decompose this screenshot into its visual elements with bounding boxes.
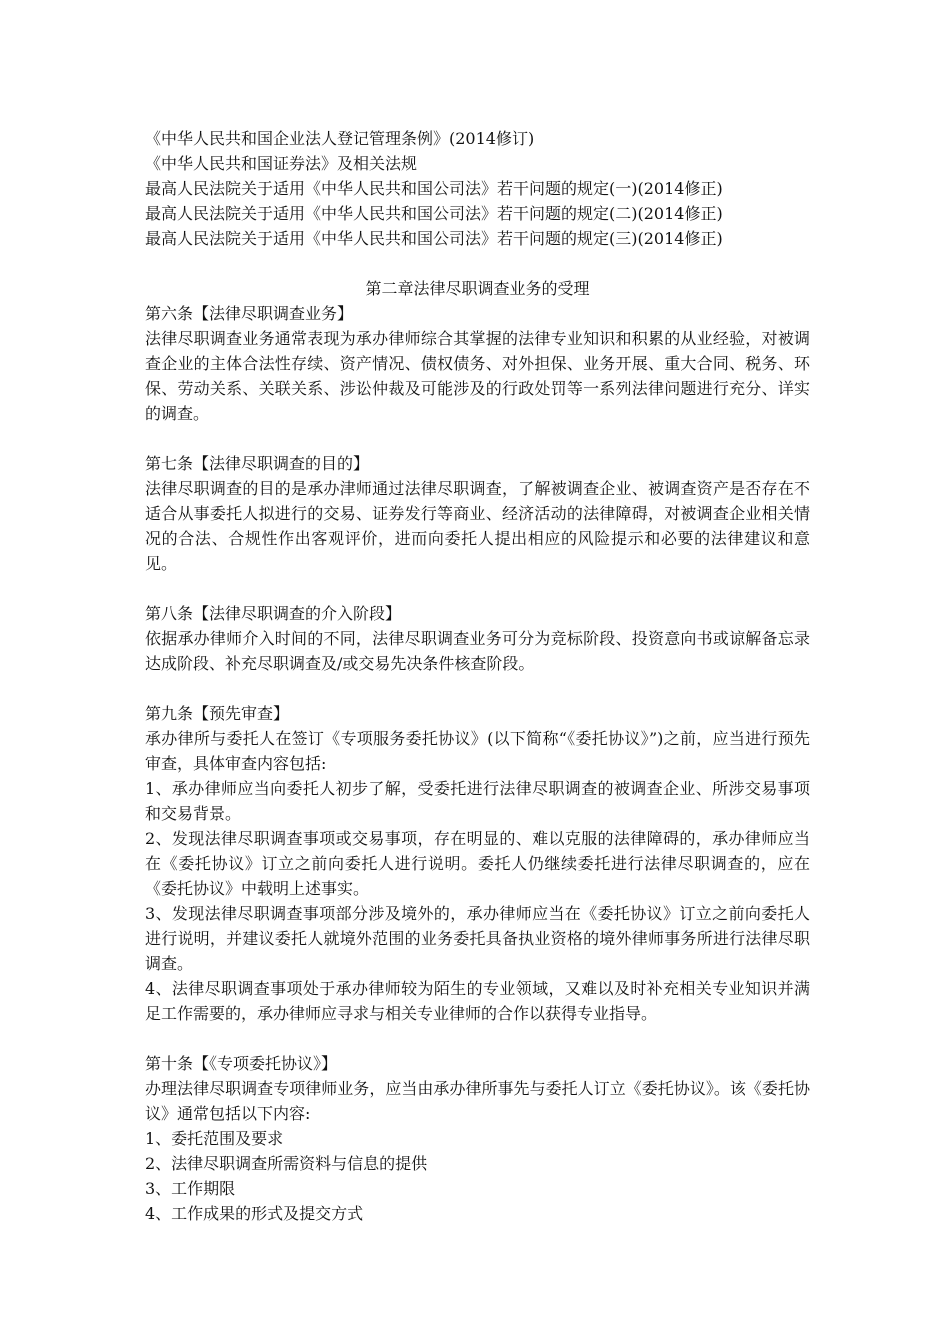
article-9-item: 3、发现法律尽职调查事项部分涉及境外的，承办律师应当在《委托协议》订立之前向委托人进行说明，并建议委托人就境外范围的业务委托具备执业资格的境外律师事务所进行法律尽职调查。 [145, 904, 810, 973]
article-6-body: 法律尽职调查业务通常表现为承办律师综合其掌握的法律专业知识和积累的从业经验，对被调查企业的主体合法性存续、资产情况、债权债务、对外担保、业务开展、重大合同、税务、环保、劳动关系、关联关系、涉讼仲裁及可能涉及的行政处罚等一系列法律问题进行充分、详实的调查。 [145, 329, 810, 423]
article-10-item: 3、工作期限 [145, 1179, 236, 1198]
spacer [145, 676, 810, 701]
chapter-title: 第二章法律尽职调查业务的受理 [365, 279, 590, 298]
reference-line: 最高人民法院关于适用《中华人民共和国公司法》若干问题的规定(三)(2014修正) [145, 229, 723, 248]
article-10-item: 1、委托范围及要求 [145, 1129, 284, 1148]
article-8-body: 依据承办律师介入时间的不同，法律尽职调查业务可分为竞标阶段、投资意向书或谅解备忘录达成阶段、补充尽职调查及/或交易先决条件核查阶段。 [145, 629, 810, 673]
article-7-title: 第七条【法律尽职调查的目的】 [145, 454, 370, 473]
article-10-item: 4、工作成果的形式及提交方式 [145, 1204, 364, 1223]
reference-line: 《中华人民共和国企业法人登记管理条例》(2014修订) [145, 129, 535, 148]
reference-line: 最高人民法院关于适用《中华人民共和国公司法》若干问题的规定(二)(2014修正) [145, 204, 723, 223]
spacer [145, 426, 810, 451]
article-9-item: 1、承办律师应当向委托人初步了解，受委托进行法律尽职调查的被调查企业、所涉交易事项和交易背景。 [145, 779, 810, 823]
article-8-title: 第八条【法律尽职调查的介入阶段】 [145, 604, 402, 623]
article-10-intro: 办理法律尽职调查专项律师业务，应当由承办律所事先与委托人订立《委托协议》。该《委托协议》通常包括以下内容: [145, 1079, 810, 1123]
document-page [145, 126, 810, 1226]
spacer [145, 1026, 810, 1051]
article-9-item: 2、发现法律尽职调查事项或交易事项，存在明显的、难以克服的法律障碍的，承办律师应当在《委托协议》订立之前向委托人进行说明。委托人仍继续委托进行法律尽职调查的，应在《委托协议》中载明上述事实。 [145, 829, 810, 898]
article-9-item: 4、法律尽职调查事项处于承办律师较为陌生的专业领域，又难以及时补充相关专业知识并满足工作需要的，承办律师应寻求与相关专业律师的合作以获得专业指导。 [145, 979, 810, 1023]
article-10-title: 第十条【《专项委托协议》】 [145, 1054, 338, 1073]
article-7-body: 法律尽职调查的目的是承办津师通过法律尽职调查，了解被调查企业、被调查资产是否存在不适合从事委托人拟进行的交易、证券发行等商业、经济活动的法律障碍，对被调查企业相关情况的合法、合规性作出客观评价，进而向委托人提出相应的风险提示和必要的法律建议和意见。 [145, 479, 810, 573]
article-10-item: 2、法律尽职调查所需资料与信息的提供 [145, 1154, 428, 1173]
reference-line: 最高人民法院关于适用《中华人民共和国公司法》若干问题的规定(一)(2014修正) [145, 179, 723, 198]
spacer [145, 576, 810, 601]
spacer [145, 251, 810, 276]
reference-line: 《中华人民共和国证券法》及相关法规 [145, 154, 418, 173]
article-9-intro: 承办律所与委托人在签订《专项服务委托协议》(以下简称“《委托协议》”)之前，应当进行预先审查，具体审查内容包括: [145, 729, 810, 773]
article-6-title: 第六条【法律尽职调查业务】 [145, 304, 354, 323]
article-9-title: 第九条【预先审查】 [145, 704, 290, 723]
